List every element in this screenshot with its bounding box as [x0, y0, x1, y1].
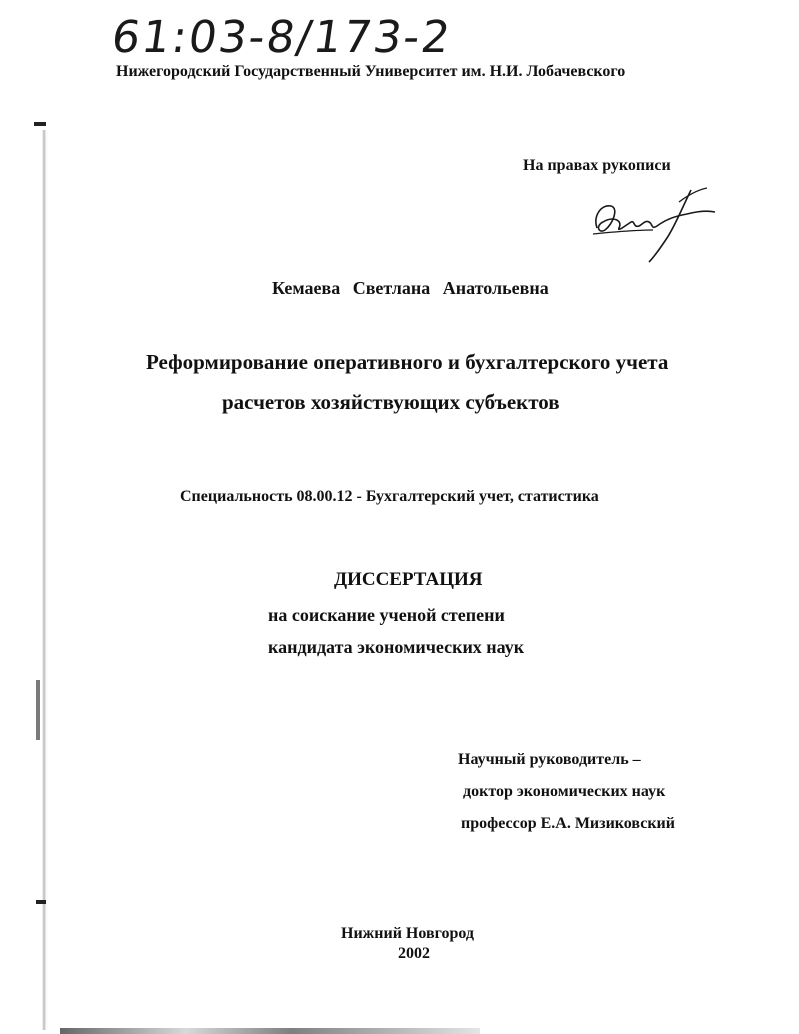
- work-type-heading: ДИССЕРТАЦИЯ: [334, 569, 483, 590]
- handwritten-archive-code: 61:03-8/173-2: [108, 12, 455, 63]
- university-name: Нижегородский Государственный Университет им. Н.И. Лобачевского: [116, 63, 626, 80]
- supervisor-line-1: Научный руководитель –: [458, 751, 641, 768]
- degree-line-1: на соискание ученой степени: [268, 605, 505, 625]
- scan-mark-top: [34, 122, 46, 126]
- specialty: Специальность 08.00.12 - Бухгалтерский учет, статистика: [180, 488, 599, 505]
- supervisor-line-3: профессор Е.А. Мизиковский: [461, 815, 675, 832]
- dissertation-title-line-1: Реформирование оперативного и бухгалтерского учета: [146, 350, 669, 374]
- scan-mark-middle: [36, 680, 40, 740]
- author-name: Кемаева Светлана Анатольевна: [272, 278, 549, 298]
- binding-edge-shadow: [42, 130, 48, 1030]
- dissertation-title-line-2: расчетов хозяйствующих субъектов: [222, 390, 560, 414]
- year: 2002: [398, 945, 430, 962]
- city: Нижний Новгород: [341, 925, 475, 942]
- degree-line-2: кандидата экономических наук: [268, 637, 525, 657]
- supervisor-line-2: доктор экономических наук: [463, 783, 666, 800]
- scan-mark-lower: [36, 900, 46, 904]
- manuscript-rights-note: На правах рукописи: [523, 157, 671, 174]
- scan-bottom-edge: [60, 1028, 480, 1034]
- signature-icon: [583, 176, 723, 266]
